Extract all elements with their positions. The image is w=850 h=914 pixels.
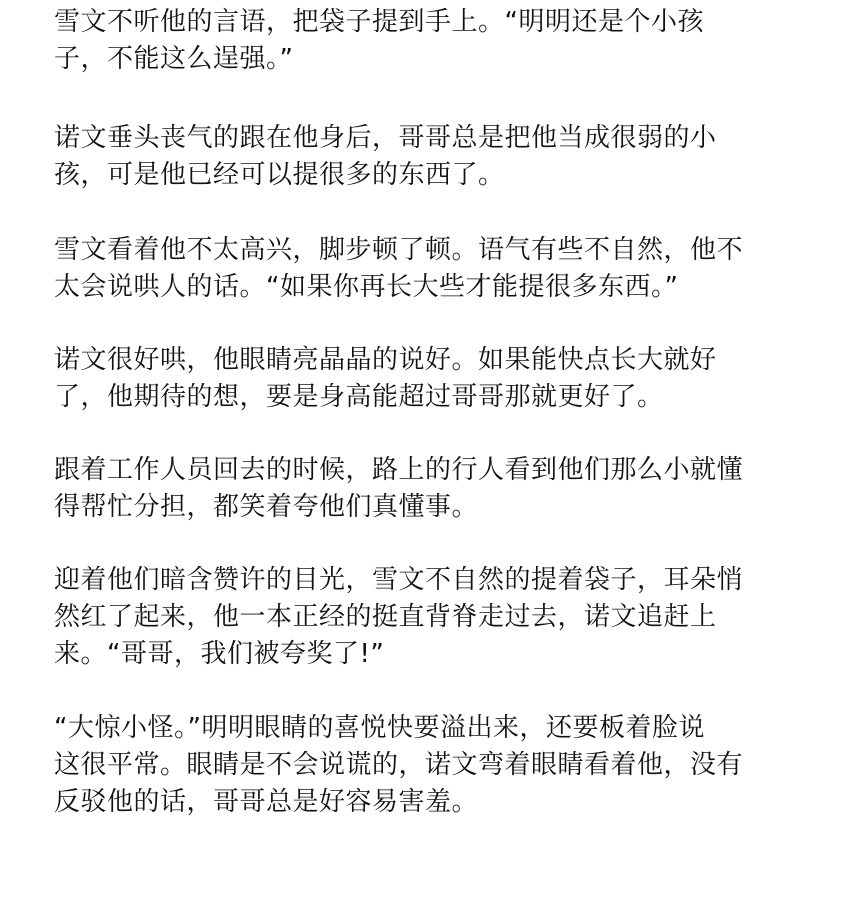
text-line: 这很平常。眼睛是不会说谎的，诺文弯着眼睛看着他，没有 bbox=[54, 750, 744, 780]
text-line: 然红了起来，他一本正经的挺直背脊走过去，诺文追赶上 bbox=[54, 602, 717, 632]
text-line: 反驳他的话，哥哥总是好容易害羞。 bbox=[54, 787, 479, 817]
text-line: 来。“哥哥，我们被夸奖了!” bbox=[54, 639, 385, 669]
text-line: “大惊小怪。”明明眼睛的喜悦快要溢出来，还要板着脸说 bbox=[54, 713, 705, 743]
paragraph bbox=[54, 4, 798, 78]
text-line: 诺文垂头丧气的跟在他身后，哥哥总是把他当成很弱的小 bbox=[54, 123, 717, 153]
text-line: 得帮忙分担，都笑着夸他们真懂事。 bbox=[54, 492, 479, 522]
paragraph bbox=[54, 342, 798, 416]
text-line: 雪文不听他的言语，把袋子提到手上。“明明还是个小孩 bbox=[54, 7, 704, 37]
paragraph bbox=[54, 710, 798, 821]
paragraph bbox=[54, 120, 798, 194]
text-line: 迎着他们暗含赞许的目光，雪文不自然的提着袋子，耳朵悄 bbox=[54, 565, 744, 595]
paragraph bbox=[54, 452, 798, 526]
text-line: 子，不能这么逞强。” bbox=[54, 44, 294, 74]
text-line: 雪文看着他不太高兴，脚步顿了顿。语气有些不自然，他不 bbox=[54, 235, 744, 265]
text-line: 孩，可是他已经可以提很多的东西了。 bbox=[54, 160, 505, 190]
text-line: 了，他期待的想，要是身高能超过哥哥那就更好了。 bbox=[54, 382, 664, 412]
paragraph bbox=[54, 232, 798, 306]
text-line: 跟着工作人员回去的时候，路上的行人看到他们那么小就懂 bbox=[54, 455, 744, 485]
text-line: 太会说哄人的话。“如果你再长大些才能提很多东西。” bbox=[54, 272, 679, 302]
text-line: 诺文很好哄，他眼睛亮晶晶的说好。如果能快点长大就好 bbox=[54, 345, 717, 375]
paragraph bbox=[54, 562, 798, 673]
